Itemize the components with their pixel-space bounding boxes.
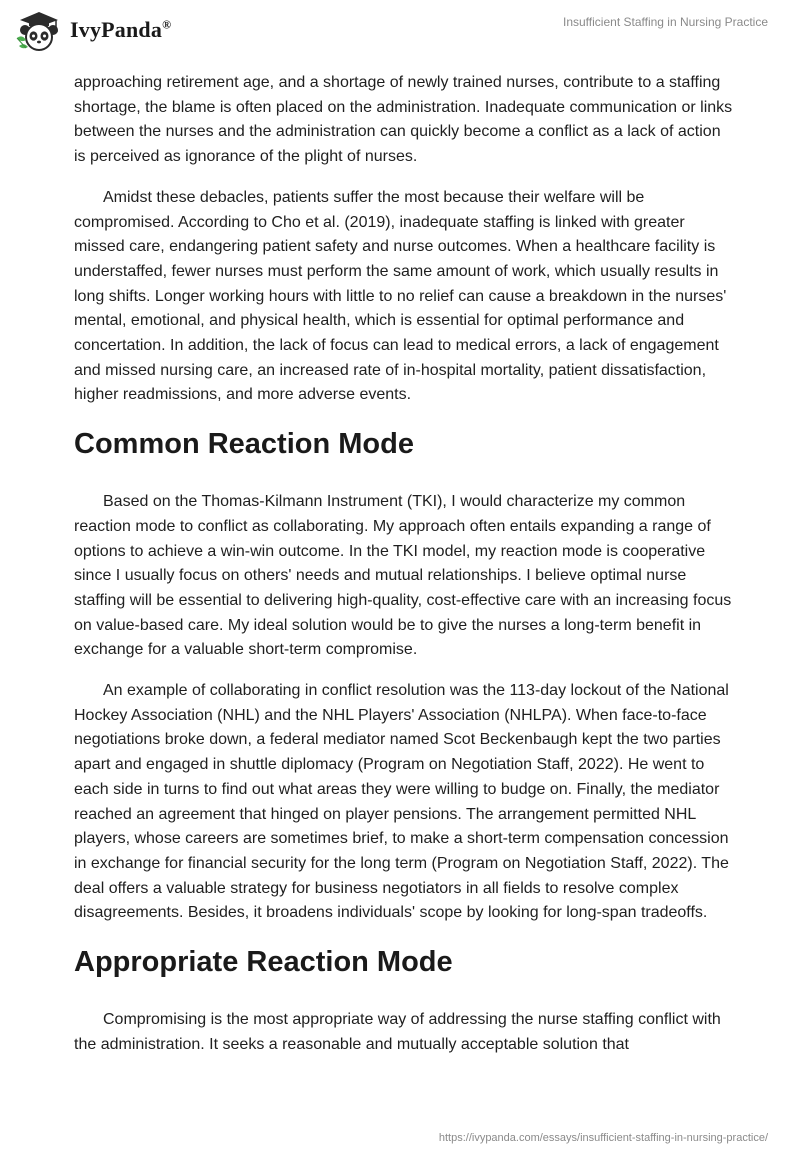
essay-body	[74, 71, 734, 1074]
paragraph: Compromising is the most appropriate way of addressing the nurse staffing conflict with the administration. It seeks a reasonable and mutually acceptable solution that	[74, 1011, 721, 1053]
paragraph: approaching retirement age, and a shortage of newly trained nurses, contribute to a staffing shortage, the blame is often placed on the administration. Inadequate communication or links between the nurses and the administration can quickly become a conflict as a lack of action is perceived as ignorance of the plight of nurses.	[74, 74, 733, 166]
section-heading: Common Reaction Mode	[74, 428, 414, 461]
brand-label: IvyPanda	[70, 17, 163, 42]
paragraph: Amidst these debacles, patients suffer the most because their welfare will be compromised. According to Cho et al. (2019), inadequate staffing is linked with greater missed care, endangering patient safety and nurse outcomes. When a healthcare facility is understaffed, fewer nurses must perform the same amount of work, which usually results in long shifts. Longer working hours with little to no relief can cause a breakdown in the nurses' mental, emotional, and physical health, which is essential for optimal performance and concertation. In addition, the lack of focus can lead to medical errors, a lack of engagement and missed nursing care, an increased rate of in-hospital mortality, patient dissatisfaction, higher readmissions, and more adverse events.	[74, 188, 727, 404]
page-header	[0, 0, 800, 70]
brand-name	[70, 17, 171, 43]
paragraph: An example of collaborating in conflict resolution was the 113-day lockout of the National Hockey Association (NHL) and the NHL Players' Association (NHLPA). When face-to-face negotiations broke down, a federal mediator named Scot Beckenbaugh kept the two parties apart and engaged in shuttle diplomacy (Program on Negotiation Staff, 2022). He went to each side in turns to find out what areas they were willing to budge on. Finally, the mediator reached an agreement that hinged on player pensions. The arrangement permitted NHL players, whose careers are sometimes brief, to make a short-term compensation concession in exchange for financial security for the long term (Program on Negotiation Staff, 2022). The deal offers a valuable strategy for business negotiators in all fields to resolve complex disagreements. Besides, it broadens individuals' scope by looking for long-span tradeoffs.	[74, 682, 729, 922]
registered-mark: ®	[162, 17, 172, 32]
document-title: Insufficient Staffing in Nursing Practice	[563, 15, 768, 29]
paragraph: Based on the Thomas-Kilmann Instrument (TKI), I would characterize my common reaction mode to conflict as collaborating. My approach often entails expanding a range of options to achieve a win-win outcome. In the TKI model, my reaction mode is cooperative since I usually focus on others' needs and mutual relationships. I believe optimal nurse staffing will be essential to delivering high-quality, cost-effective care with an increasing focus on value-based care. My ideal solution would be to give the nurses a long-term benefit in exchange for a valuable short-term compromise.	[74, 493, 732, 659]
section-heading: Appropriate Reaction Mode	[74, 946, 453, 979]
panda-graduate-icon	[14, 8, 64, 52]
ivypanda-logo[interactable]	[14, 8, 171, 52]
source-url[interactable]: https://ivypanda.com/essays/insufficient-staffing-in-nursing-practice/	[438, 1132, 768, 1144]
